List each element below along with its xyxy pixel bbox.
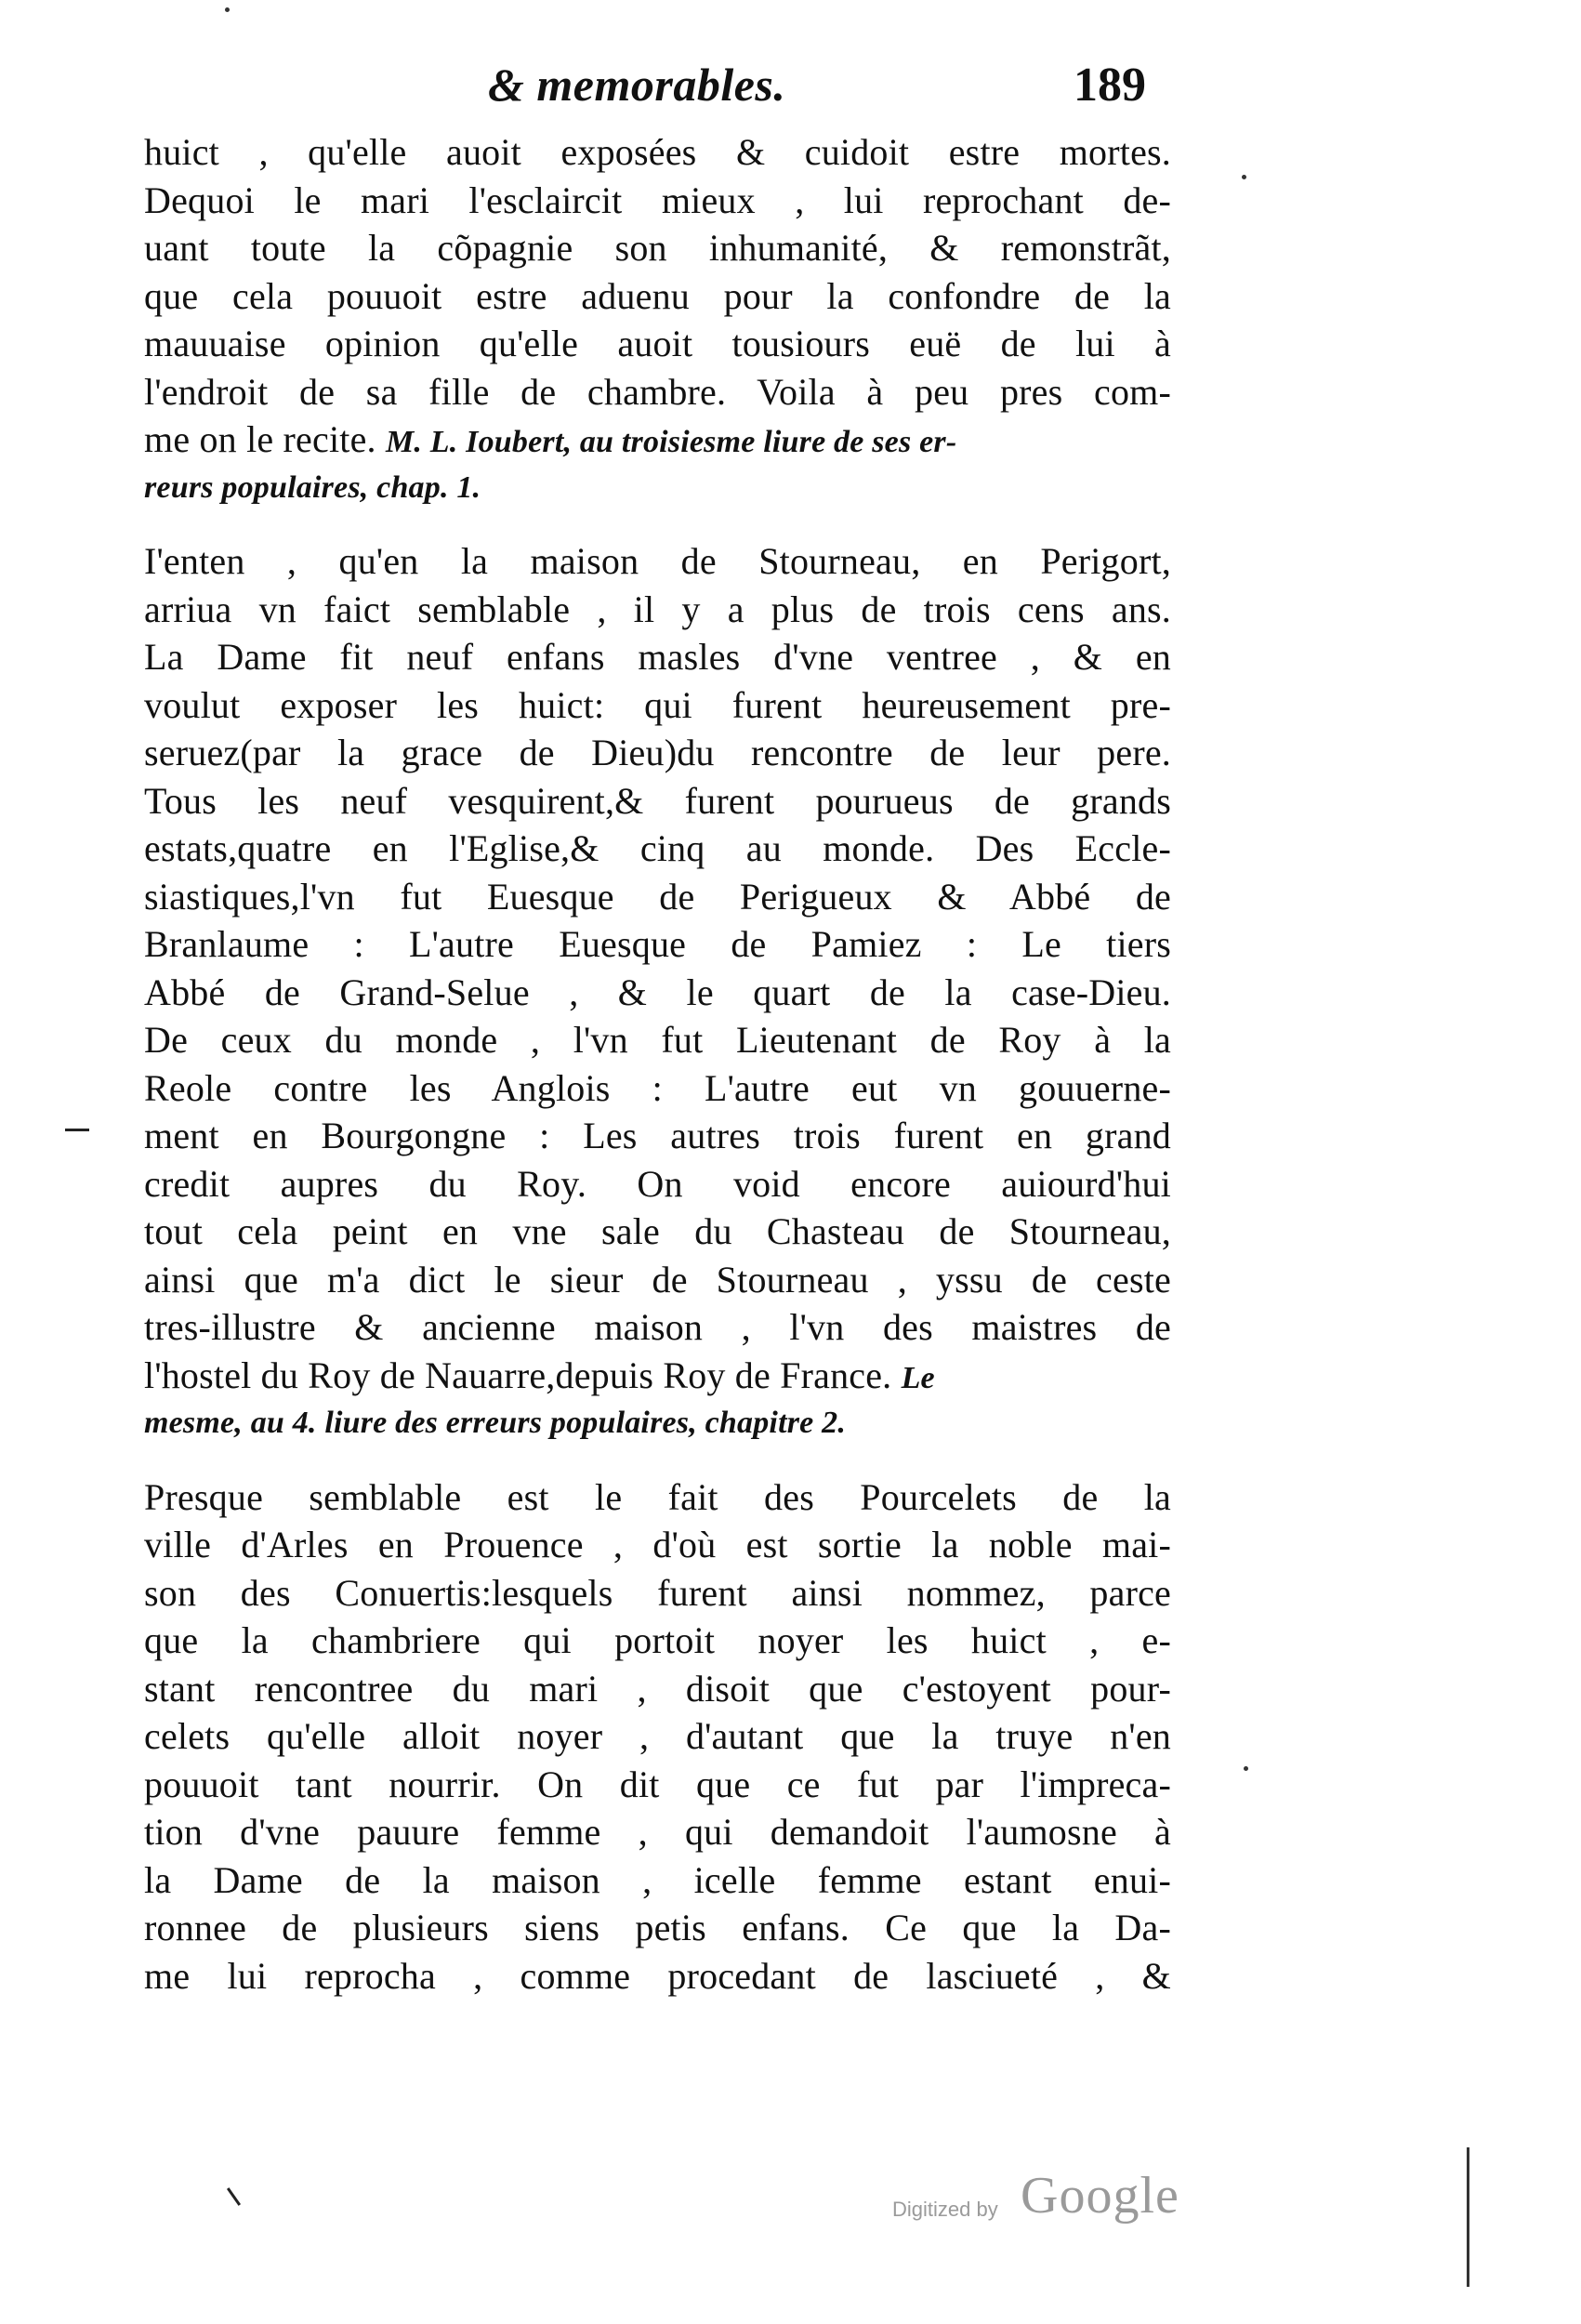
text-line: que la chambriere qui portoit noyer les huict , e- bbox=[144, 1619, 1171, 1661]
text-line: tres-illustre & ancienne maison , l'vn des maistres de bbox=[144, 1306, 1171, 1348]
paragraph-2 bbox=[144, 537, 1171, 1447]
page-header bbox=[0, 58, 1581, 123]
text-line: Tous les neuf vesquirent,& furent pourueus de grands bbox=[144, 779, 1171, 822]
text-line: credit aupres du Roy. On void encore auiourd'hui bbox=[144, 1162, 1171, 1205]
text-line: Abbé de Grand-Selue , & le quart de la case-Dieu. bbox=[144, 971, 1171, 1013]
stray-dot bbox=[1242, 175, 1246, 179]
text-line bbox=[144, 1352, 1171, 1400]
paragraph-gap bbox=[144, 1447, 1171, 1473]
text-line: Presque semblable est le fait des Pourcelets de la bbox=[144, 1475, 1171, 1518]
text-line: que cela pouuoit estre aduenu pour la confondre de la bbox=[144, 274, 1171, 317]
watermark-digitized-text: Digitized by bbox=[892, 2198, 998, 2221]
text-line: Dequoi le mari l'esclaircit mieux , lui reprochant de- bbox=[144, 178, 1171, 221]
margin-mark bbox=[227, 2187, 241, 2206]
text-line: ville d'Arles en Prouence , d'où est sortie la noble mai- bbox=[144, 1524, 1171, 1565]
text-line: la Dame de la maison , icelle femme estant enui- bbox=[144, 1858, 1171, 1901]
watermark-google-logo: Google bbox=[1021, 2167, 1179, 2225]
text-line bbox=[144, 416, 1171, 464]
text-line: celets qu'elle alloit noyer , d'autant que la truye n'en bbox=[144, 1715, 1171, 1757]
text-line: tout cela peint en vne sale du Chasteau de Stourneau, bbox=[144, 1210, 1171, 1252]
text-line: stant rencontree du mari , disoit que c'estoyent pour- bbox=[144, 1667, 1171, 1710]
text-line: me lui reprocha , comme procedant de lasciueté , & bbox=[144, 1954, 1171, 1997]
page-number: 189 bbox=[1074, 59, 1146, 112]
text-line: De ceux du monde , l'vn fut Lieutenant de Roy à la bbox=[144, 1019, 1171, 1061]
stray-dot bbox=[225, 7, 230, 12]
text-line: huict , qu'elle auoit exposées & cuidoit estre mortes. bbox=[144, 131, 1171, 173]
text-line: voulut exposer les huict: qui furent heureusement pre- bbox=[144, 683, 1171, 726]
text-line: arriua vn faict semblable , il y a plus de trois cens ans. bbox=[144, 588, 1171, 630]
text-segment: me on le recite. bbox=[144, 418, 376, 460]
text-segment: l'hostel du Roy de Nauarre,depuis Roy de France. bbox=[144, 1353, 892, 1396]
text-line: estats,quatre en l'Eglise,& cinq au monde. Des Eccle- bbox=[144, 827, 1171, 869]
text-line: I'enten , qu'en la maison de Stourneau, en Perigort, bbox=[144, 540, 1171, 582]
citation: Le bbox=[901, 1360, 935, 1395]
text-line: La Dame fit neuf enfans masles d'vne ventree , & en bbox=[144, 636, 1171, 678]
running-title: & memorables. bbox=[488, 59, 786, 111]
paragraph-1 bbox=[144, 128, 1171, 511]
text-line: Reole contre les Anglois : L'autre eut vn gouuerne- bbox=[144, 1066, 1171, 1109]
text-line: tion d'vne pauure femme , qui demandoit l'aumosne à bbox=[144, 1811, 1171, 1853]
citation: M. L. Ioubert, au troisiesme liure de ses er- bbox=[385, 425, 957, 459]
paragraph-3 bbox=[144, 1473, 1171, 2000]
stray-dot bbox=[1244, 1766, 1248, 1771]
text-line: uant toute la cõpagnie son inhumanité, & remonstrãt, bbox=[144, 227, 1171, 269]
text-line: Branlaume : L'autre Euesque de Pamiez : Le tiers bbox=[144, 923, 1171, 965]
margin-mark bbox=[65, 1129, 89, 1131]
text-line: pouuoit tant nourrir. On dit que ce fut par l'impreca- bbox=[144, 1763, 1171, 1805]
scan-edge-line bbox=[1467, 2147, 1469, 2287]
text-line: ment en Bourgongne : Les autres trois furent en grand bbox=[144, 1115, 1171, 1156]
paragraph-gap bbox=[144, 511, 1171, 537]
text-line: seruez(par la grace de Dieu)du rencontre de leur pere. bbox=[144, 732, 1171, 773]
text-line: siastiques,l'vn fut Euesque de Perigueux & Abbé de bbox=[144, 875, 1171, 918]
text-line: ronnee de plusieurs siens petis enfans. Ce que la Da- bbox=[144, 1907, 1171, 1948]
text-line: ainsi que m'a dict le sieur de Stourneau , yssu de ceste bbox=[144, 1258, 1171, 1301]
citation: mesme, au 4. liure des erreurs populaires, chapitre 2. bbox=[144, 1406, 847, 1440]
text-line: mauuaise opinion qu'elle auoit tousiours euë de lui à bbox=[144, 323, 1171, 364]
text-line: l'endroit de sa fille de chambre. Voila à peu pres com- bbox=[144, 370, 1171, 413]
body-text bbox=[144, 128, 1171, 2000]
citation: reurs populaires, chap. 1. bbox=[144, 469, 481, 505]
text-line: son des Conuertis:lesquels furent ainsi nommez, parce bbox=[144, 1571, 1171, 1614]
